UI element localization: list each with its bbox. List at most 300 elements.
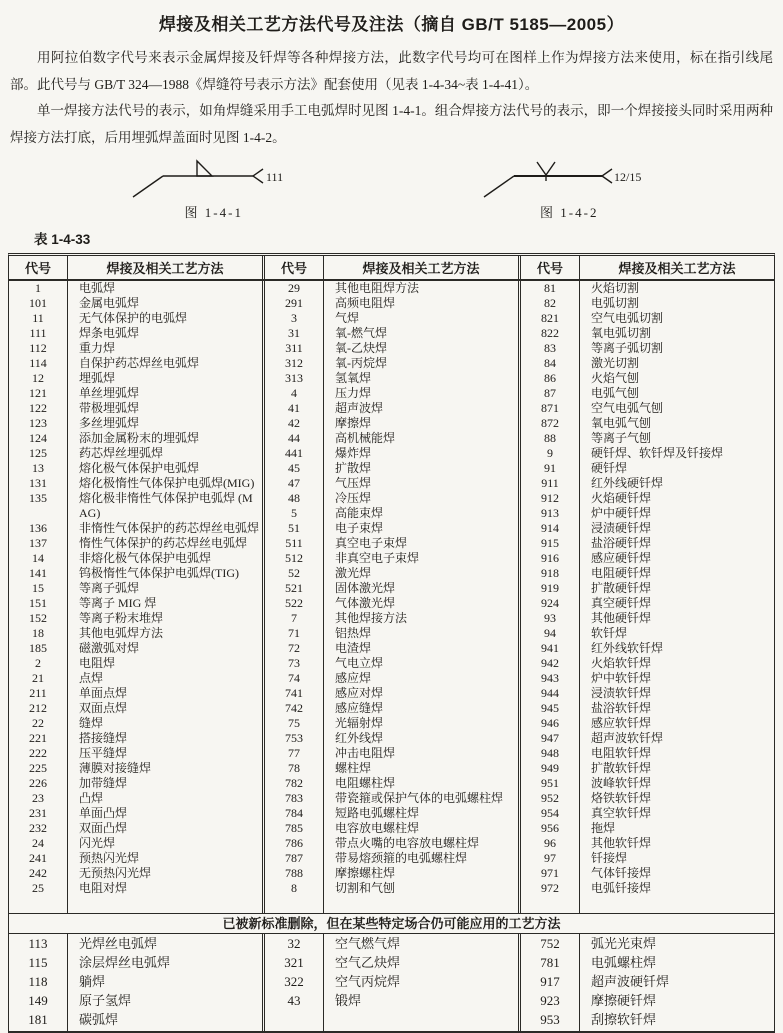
method-code: 321 bbox=[284, 954, 304, 970]
table-row bbox=[521, 656, 774, 671]
method-code: 511 bbox=[285, 535, 303, 550]
table-row bbox=[521, 972, 774, 991]
table-row bbox=[9, 821, 262, 836]
method-code: 86 bbox=[544, 370, 556, 385]
method-name: 埋弧焊 bbox=[79, 370, 116, 385]
table-row bbox=[265, 521, 518, 536]
method-code: 872 bbox=[541, 415, 559, 430]
method-name: 双面凸焊 bbox=[79, 820, 128, 835]
table-row bbox=[265, 476, 518, 491]
method-name: 空气丙烷焊 bbox=[335, 973, 401, 989]
table-row bbox=[521, 551, 774, 566]
method-code: 752 bbox=[540, 935, 560, 951]
method-name: 浸渍软钎焊 bbox=[591, 685, 652, 700]
method-name: 激光切割 bbox=[591, 355, 640, 370]
method-code: 952 bbox=[541, 790, 559, 805]
method-name: 真空硬钎焊 bbox=[591, 595, 652, 610]
table-row bbox=[9, 551, 262, 566]
method-code: 918 bbox=[541, 565, 559, 580]
method-name: 感应焊 bbox=[335, 670, 372, 685]
method-code: 231 bbox=[29, 805, 47, 820]
table-row bbox=[265, 776, 518, 791]
method-name: 金属电弧焊 bbox=[79, 295, 140, 310]
method-code: 122 bbox=[29, 400, 47, 415]
table-row bbox=[521, 716, 774, 731]
method-code: 137 bbox=[29, 535, 47, 550]
method-code: 75 bbox=[288, 715, 300, 730]
method-code: 42 bbox=[288, 415, 300, 430]
table-row bbox=[265, 431, 518, 446]
method-name: 药芯焊丝埋弧焊 bbox=[79, 445, 164, 460]
table-row bbox=[9, 671, 262, 686]
method-code: 788 bbox=[285, 865, 303, 880]
table-row bbox=[521, 281, 774, 296]
method-code: 22 bbox=[32, 715, 44, 730]
method-code: 917 bbox=[540, 973, 560, 989]
method-name: 炉中硬钎焊 bbox=[591, 505, 652, 520]
intro-paragraph-2: 单一焊接方法代号的表示，如角焊缝采用手工电弧焊时见图 1-4-1。组合焊接方法代号的表示，即一个焊接接头同时采用两种焊接方法打底，后用埋弧焊盖面时见图 1-4-2。 bbox=[10, 103, 773, 146]
method-name: 单面点焊 bbox=[79, 685, 128, 700]
method-name: 焊条电弧焊 bbox=[79, 325, 140, 340]
table-row bbox=[521, 746, 774, 761]
method-name: 氧-丙烷焊 bbox=[335, 355, 387, 370]
table-row bbox=[521, 881, 774, 896]
table-row bbox=[265, 686, 518, 701]
method-code: 211 bbox=[29, 685, 47, 700]
method-name: 红外线硬钎焊 bbox=[591, 475, 664, 490]
table-row bbox=[9, 972, 262, 991]
table-row bbox=[9, 934, 262, 953]
table-row bbox=[265, 701, 518, 716]
method-code: 136 bbox=[29, 520, 47, 535]
method-name: 短路电弧螺柱焊 bbox=[335, 805, 420, 820]
method-code: 3 bbox=[291, 310, 297, 325]
method-code: 972 bbox=[541, 880, 559, 895]
method-name: 扩散软钎焊 bbox=[591, 760, 652, 775]
method-code: 11 bbox=[32, 310, 44, 325]
method-code: 222 bbox=[29, 745, 47, 760]
method-name: 氧-燃气焊 bbox=[335, 325, 387, 340]
method-code: 113 bbox=[28, 935, 48, 951]
method-name: 电容放电螺柱焊 bbox=[335, 820, 420, 835]
table-row bbox=[521, 401, 774, 416]
table-row bbox=[9, 581, 262, 596]
table-row bbox=[521, 521, 774, 536]
method-code: 88 bbox=[544, 430, 556, 445]
method-code: 47 bbox=[288, 475, 300, 490]
method-code: 941 bbox=[541, 640, 559, 655]
method-code: 112 bbox=[29, 340, 47, 355]
table-row bbox=[265, 791, 518, 806]
method-name: 波峰软钎焊 bbox=[591, 775, 652, 790]
deleted-section-header: 已被新标准删除，但在某些特定场合仍可能应用的工艺方法 bbox=[9, 913, 774, 934]
method-name: 高机械能焊 bbox=[335, 430, 396, 445]
table-row bbox=[521, 431, 774, 446]
method-code: 241 bbox=[29, 850, 47, 865]
method-name: 真空电子束焊 bbox=[335, 535, 408, 550]
table-row bbox=[265, 326, 518, 341]
method-code: 23 bbox=[32, 790, 44, 805]
method-name: 电阻螺柱焊 bbox=[335, 775, 396, 790]
method-code: 521 bbox=[285, 580, 303, 595]
table-row bbox=[9, 311, 262, 326]
method-code: 782 bbox=[285, 775, 303, 790]
method-name: 超声波软钎焊 bbox=[591, 730, 664, 745]
method-name: 单面凸焊 bbox=[79, 805, 128, 820]
table-row bbox=[9, 401, 262, 416]
method-name: 氧-乙炔焊 bbox=[335, 340, 387, 355]
method-name: 非惰性气体保护的药芯焊丝电弧焊 bbox=[79, 520, 260, 535]
fillet-weld-symbol-icon bbox=[119, 156, 309, 202]
method-name: 等离子粉末堆焊 bbox=[79, 610, 164, 625]
method-code: 118 bbox=[28, 973, 48, 989]
method-name: 火焰气刨 bbox=[591, 370, 640, 385]
method-code: 123 bbox=[29, 415, 47, 430]
table-row bbox=[9, 446, 262, 461]
method-name: 其他焊接方法 bbox=[335, 610, 408, 625]
table-row bbox=[521, 851, 774, 866]
method-name: 非真空电子束焊 bbox=[335, 550, 420, 565]
header-code: 代号 bbox=[265, 256, 324, 279]
code-column-group-3 bbox=[518, 281, 774, 913]
method-code: 131 bbox=[29, 475, 47, 490]
method-code: 14 bbox=[32, 550, 44, 565]
figure-caption: 图 1-4-2 bbox=[540, 204, 599, 220]
method-name: 红外线焊 bbox=[335, 730, 384, 745]
table-row bbox=[9, 851, 262, 866]
method-code: 942 bbox=[541, 655, 559, 670]
method-name: 气体激光焊 bbox=[335, 595, 396, 610]
table-row bbox=[9, 866, 262, 881]
table-row bbox=[265, 356, 518, 371]
method-code: 915 bbox=[541, 535, 559, 550]
table-row bbox=[265, 386, 518, 401]
method-name: 电弧钎接焊 bbox=[591, 880, 652, 895]
method-code: 97 bbox=[544, 850, 556, 865]
method-code: 31 bbox=[288, 325, 300, 340]
method-name: 激光焊 bbox=[335, 565, 372, 580]
table-row bbox=[521, 671, 774, 686]
method-name: 拖焊 bbox=[591, 820, 616, 835]
method-name: 氢氧焊 bbox=[335, 370, 372, 385]
method-name: 炉中软钎焊 bbox=[591, 670, 652, 685]
method-code: 96 bbox=[544, 835, 556, 850]
table-row bbox=[265, 991, 518, 1010]
method-code: 25 bbox=[32, 880, 44, 895]
method-code: 115 bbox=[28, 954, 48, 970]
method-name: 压力焊 bbox=[335, 385, 372, 400]
table-row bbox=[521, 626, 774, 641]
table-row bbox=[265, 581, 518, 596]
method-code: 242 bbox=[29, 865, 47, 880]
table-row bbox=[265, 596, 518, 611]
method-name: 熔化极非惰性气体保护电弧焊 (MAG) bbox=[79, 490, 253, 520]
table-row bbox=[521, 731, 774, 746]
table-row bbox=[265, 536, 518, 551]
method-name: 电阻软钎焊 bbox=[591, 745, 652, 760]
method-name: 空气乙炔焊 bbox=[335, 954, 401, 970]
method-code: 221 bbox=[29, 730, 47, 745]
method-code: 912 bbox=[541, 490, 559, 505]
table-row bbox=[265, 716, 518, 731]
code-column-group-2 bbox=[262, 281, 518, 913]
method-code: 83 bbox=[544, 340, 556, 355]
table-row bbox=[265, 972, 518, 991]
method-code: 919 bbox=[541, 580, 559, 595]
method-code: 78 bbox=[288, 760, 300, 775]
method-code: 151 bbox=[29, 595, 47, 610]
table-row bbox=[9, 686, 262, 701]
table-row bbox=[265, 671, 518, 686]
method-code: 77 bbox=[288, 745, 300, 760]
method-code: 522 bbox=[285, 595, 303, 610]
method-code: 2 bbox=[35, 655, 41, 670]
table-row bbox=[9, 611, 262, 626]
method-code: 141 bbox=[29, 565, 47, 580]
table-row bbox=[521, 953, 774, 972]
method-name: 火焰硬钎焊 bbox=[591, 490, 652, 505]
method-name: 钎接焊 bbox=[591, 850, 628, 865]
method-name: 电阻对焊 bbox=[79, 880, 128, 895]
method-name: 缝焊 bbox=[79, 715, 104, 730]
method-code: 785 bbox=[285, 820, 303, 835]
method-code: 924 bbox=[541, 595, 559, 610]
method-name: 磁激弧对焊 bbox=[79, 640, 140, 655]
table-row bbox=[521, 836, 774, 851]
method-name: 带极埋弧焊 bbox=[79, 400, 140, 415]
method-name: 感应对焊 bbox=[335, 685, 384, 700]
method-name: 盐浴硬钎焊 bbox=[591, 535, 652, 550]
table-row bbox=[521, 791, 774, 806]
method-code: 125 bbox=[29, 445, 47, 460]
method-code: 43 bbox=[287, 992, 301, 1008]
method-code: 322 bbox=[284, 973, 304, 989]
method-name: 电阻硬钎焊 bbox=[591, 565, 652, 580]
method-code: 71 bbox=[288, 625, 300, 640]
method-code: 212 bbox=[29, 700, 47, 715]
method-code: 949 bbox=[541, 760, 559, 775]
method-name: 切割和气刨 bbox=[335, 880, 396, 895]
method-name: 带瓷箍或保护气体的电弧螺柱焊 bbox=[335, 790, 504, 805]
method-name: 高能束焊 bbox=[335, 505, 384, 520]
table-row bbox=[521, 341, 774, 356]
method-code: 741 bbox=[285, 685, 303, 700]
method-code: 74 bbox=[288, 670, 300, 685]
table-row bbox=[265, 641, 518, 656]
method-code: 786 bbox=[285, 835, 303, 850]
method-code: 951 bbox=[541, 775, 559, 790]
method-name: 涂层焊丝电弧焊 bbox=[79, 954, 171, 970]
method-code: 312 bbox=[285, 355, 303, 370]
method-name: 感应缝焊 bbox=[335, 700, 384, 715]
method-code: 87 bbox=[544, 385, 556, 400]
method-code: 232 bbox=[29, 820, 47, 835]
header-code: 代号 bbox=[521, 256, 580, 279]
method-code: 947 bbox=[541, 730, 559, 745]
table-row bbox=[265, 566, 518, 581]
table-row bbox=[9, 761, 262, 776]
method-code: 943 bbox=[541, 670, 559, 685]
deleted-section-body bbox=[9, 934, 774, 1031]
table-row bbox=[9, 746, 262, 761]
table-row bbox=[265, 611, 518, 626]
table-row bbox=[265, 821, 518, 836]
method-code: 914 bbox=[541, 520, 559, 535]
method-code: 441 bbox=[285, 445, 303, 460]
table-row bbox=[9, 991, 262, 1010]
method-code: 822 bbox=[541, 325, 559, 340]
table-row bbox=[9, 566, 262, 581]
method-name: 熔化极惰性气体保护电弧焊(MIG) bbox=[79, 475, 255, 490]
method-code: 18 bbox=[32, 625, 44, 640]
figure-1-4-2 bbox=[474, 156, 664, 221]
method-code: 954 bbox=[541, 805, 559, 820]
header-group-2 bbox=[262, 256, 518, 279]
method-code: 742 bbox=[285, 700, 303, 715]
figure-code-label: 12/15 bbox=[614, 169, 642, 184]
table-row bbox=[9, 791, 262, 806]
method-name: 刮擦软钎焊 bbox=[591, 1011, 657, 1027]
method-name: 电阻焊 bbox=[79, 655, 116, 670]
method-name: 钨极惰性气体保护电弧焊(TIG) bbox=[79, 565, 239, 580]
method-name: 摩擦硬钎焊 bbox=[591, 992, 657, 1008]
method-name: 超声波硬钎焊 bbox=[591, 973, 670, 989]
table-row bbox=[9, 731, 262, 746]
method-code: 149 bbox=[28, 992, 48, 1008]
method-name: 铝热焊 bbox=[335, 625, 372, 640]
method-code: 45 bbox=[288, 460, 300, 475]
table-row bbox=[521, 761, 774, 776]
method-code: 911 bbox=[541, 475, 559, 490]
table-row bbox=[9, 641, 262, 656]
table-row bbox=[265, 761, 518, 776]
table-row bbox=[521, 326, 774, 341]
code-column-group-1 bbox=[9, 281, 262, 913]
method-name: 碳弧焊 bbox=[79, 1011, 119, 1027]
table-row bbox=[521, 446, 774, 461]
method-name: 等离子气刨 bbox=[591, 430, 652, 445]
table-row bbox=[9, 461, 262, 476]
table-row bbox=[521, 1010, 774, 1029]
method-name: 自保护药芯焊丝电弧焊 bbox=[79, 355, 200, 370]
method-code: 52 bbox=[288, 565, 300, 580]
method-name: 其他硬钎焊 bbox=[591, 610, 652, 625]
method-code: 4 bbox=[291, 385, 297, 400]
table-row bbox=[265, 806, 518, 821]
method-name: 弧光光束焊 bbox=[591, 935, 657, 951]
header-group-3 bbox=[518, 256, 774, 279]
method-code: 135 bbox=[29, 490, 47, 505]
method-code: 82 bbox=[544, 295, 556, 310]
method-code: 953 bbox=[540, 1011, 560, 1027]
method-code: 753 bbox=[285, 730, 303, 745]
method-name: 压平缝焊 bbox=[79, 745, 128, 760]
table-row bbox=[521, 701, 774, 716]
method-name: 光焊丝电弧焊 bbox=[79, 935, 158, 951]
method-name: 单丝埋弧焊 bbox=[79, 385, 140, 400]
table-row bbox=[265, 934, 518, 953]
method-code: 8 bbox=[291, 880, 297, 895]
method-name: 等离子 MIG 焊 bbox=[79, 595, 157, 610]
method-name: 多丝埋弧焊 bbox=[79, 415, 140, 430]
header-group-1 bbox=[9, 256, 262, 279]
method-name: 非熔化极气体保护电弧焊 bbox=[79, 550, 212, 565]
table-row bbox=[521, 776, 774, 791]
method-name: 扩散硬钎焊 bbox=[591, 580, 652, 595]
method-name: 带易熔颈箍的电弧螺柱焊 bbox=[335, 850, 468, 865]
method-code: 121 bbox=[29, 385, 47, 400]
table-row bbox=[9, 491, 262, 521]
table-row bbox=[265, 371, 518, 386]
method-code: 51 bbox=[288, 520, 300, 535]
table-row bbox=[521, 611, 774, 626]
method-code: 971 bbox=[541, 865, 559, 880]
table-row bbox=[521, 581, 774, 596]
method-code: 821 bbox=[541, 310, 559, 325]
table-row bbox=[9, 416, 262, 431]
method-code: 91 bbox=[544, 460, 556, 475]
table-row bbox=[521, 806, 774, 821]
method-name: 冲击电阻焊 bbox=[335, 745, 396, 760]
method-name: 感应软钎焊 bbox=[591, 715, 652, 730]
figure-caption: 图 1-4-1 bbox=[184, 204, 243, 220]
method-code: 5 bbox=[291, 505, 297, 520]
table-row bbox=[9, 341, 262, 356]
method-name: 等离子弧切割 bbox=[591, 340, 664, 355]
method-code: 181 bbox=[28, 1011, 48, 1027]
table-row bbox=[265, 836, 518, 851]
table-row bbox=[521, 356, 774, 371]
deleted-group-3 bbox=[518, 934, 774, 1031]
method-name: 盐浴软钎焊 bbox=[591, 700, 652, 715]
table-row bbox=[9, 476, 262, 491]
v-groove-weld-symbol-icon bbox=[474, 156, 664, 202]
table-row bbox=[9, 806, 262, 821]
table-row bbox=[9, 326, 262, 341]
table-row bbox=[265, 506, 518, 521]
method-code: 94 bbox=[544, 625, 556, 640]
method-code: 101 bbox=[29, 295, 47, 310]
table-row bbox=[265, 446, 518, 461]
method-name: 双面点焊 bbox=[79, 700, 128, 715]
method-code: 783 bbox=[285, 790, 303, 805]
table-row bbox=[9, 776, 262, 791]
method-name: 空气电弧切割 bbox=[591, 310, 664, 325]
method-code: 72 bbox=[288, 640, 300, 655]
method-name: 硬钎焊 bbox=[591, 460, 628, 475]
method-code: 41 bbox=[288, 400, 300, 415]
table-row bbox=[9, 626, 262, 641]
table-row bbox=[521, 566, 774, 581]
method-name: 螺柱焊 bbox=[335, 760, 372, 775]
header-method: 焊接及相关工艺方法 bbox=[362, 260, 480, 276]
header-method: 焊接及相关工艺方法 bbox=[618, 260, 736, 276]
method-name: 冷压焊 bbox=[335, 490, 372, 505]
method-code: 73 bbox=[288, 655, 300, 670]
header-method: 焊接及相关工艺方法 bbox=[106, 260, 224, 276]
method-code: 7 bbox=[291, 610, 297, 625]
method-name: 熔化极气体保护电弧焊 bbox=[79, 460, 200, 475]
table-row bbox=[9, 386, 262, 401]
method-name: 凸焊 bbox=[79, 790, 104, 805]
table-row bbox=[521, 491, 774, 506]
intro-paragraph-1: 用阿拉伯数字代号来表示金属焊接及钎焊等各种焊接方法，此数字代号均可在图样上作为焊接方法来使用，标在指引线尾部。此代号与 GB/T 324—1988《焊缝符号表示方法》配套使用（见表 1-4-34~表 1-4-41）。 bbox=[10, 50, 773, 92]
table-row bbox=[265, 746, 518, 761]
table-row bbox=[265, 626, 518, 641]
method-code: 291 bbox=[285, 295, 303, 310]
figure-1-4-1 bbox=[119, 156, 309, 221]
table-row bbox=[521, 641, 774, 656]
